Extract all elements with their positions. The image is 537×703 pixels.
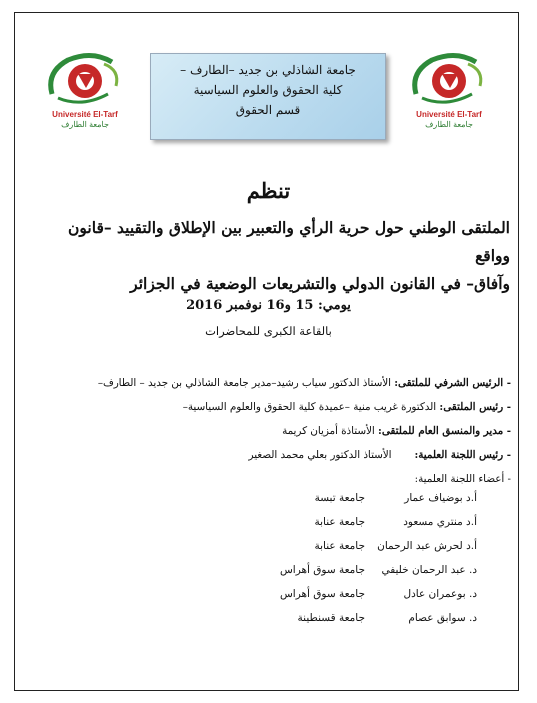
table-row (227, 558, 477, 582)
member-name: أ.د بوضياف عمار (404, 492, 477, 504)
list-item (51, 395, 511, 419)
university-logo-right (406, 48, 492, 140)
member-university: جامعة سوق أهراس (279, 564, 365, 576)
role-label: - رئيس اللجنة العلمية: (414, 449, 511, 461)
role-value: الأستاذ الدكتور سياب رشيد–مدير جامعة الشاذلي بن جديد – الطارف– (97, 377, 395, 389)
role-label: - الرئيس الشرفي للملتقى: (394, 377, 511, 389)
table-row (227, 486, 477, 510)
table-row (227, 582, 477, 606)
conference-date: يومي: 15 و16 نوفمبر 2016 (186, 298, 351, 313)
table-row (227, 606, 477, 630)
member-name: أ.د منتري مسعود (403, 516, 477, 528)
organizes-heading: تنظم (246, 178, 291, 203)
university-name: جامعة الشاذلي بن جديد –الطارف – (180, 63, 356, 77)
role-label: - مدير والمنسق العام للملتقى: (378, 425, 511, 437)
logo-caption-ar: جامعة الطارف (61, 120, 109, 129)
conference-venue: بالقاعة الكبرى للمحاضرات (205, 324, 332, 338)
faculty-name: كلية الحقوق والعلوم السياسية (193, 83, 343, 97)
university-logo-left (42, 48, 128, 140)
member-name: د. بوعمران عادل (403, 588, 477, 600)
logo-caption-fr: Université El-Tarf (416, 110, 482, 119)
logo-caption-fr: Université El-Tarf (52, 110, 118, 119)
department-name: قسم الحقوق (235, 103, 301, 117)
conference-title-line2: وآفاق– في القانون الدولي والتشريعات الوضعية في الجزائر (130, 274, 510, 293)
role-value: الأستاذة أمزيان كريمة (282, 425, 379, 437)
member-university: جامعة سوق أهراس (279, 588, 365, 600)
table-row (227, 510, 477, 534)
conference-title-line1: الملتقى الوطني حول حرية الرأي والتعبير بين الإطلاق والتقييد –قانون وواقع (68, 218, 510, 265)
member-name: د. سوابق عصام (408, 612, 477, 624)
committee-list (51, 371, 511, 491)
member-university: جامعة تبسة (314, 492, 365, 504)
member-university: جامعة قسنطينة (297, 612, 365, 624)
list-item (51, 419, 511, 443)
logo-caption-ar: جامعة الطارف (425, 120, 473, 129)
scientific-committee-members (227, 486, 477, 630)
role-label: - أعضاء اللجنة العلمية: (414, 473, 511, 485)
member-name: أ.د لحرش عبد الرحمان (377, 540, 477, 552)
member-university: جامعة عنابة (314, 516, 365, 528)
list-item (51, 371, 511, 395)
conference-title (38, 214, 510, 298)
list-item (51, 443, 511, 467)
logo-emblem-icon (406, 48, 492, 110)
role-value: الأستاذ الدكتور بعلي محمد الصغير (248, 449, 415, 461)
role-label: - رئيس الملتقى: (439, 401, 511, 413)
institution-header-box (150, 53, 386, 140)
role-value: الدكتورة غريب منية –عميدة كلية الحقوق والعلوم السياسية– (182, 401, 440, 413)
table-row (227, 534, 477, 558)
member-university: جامعة عنابة (314, 540, 365, 552)
member-name: د. عبد الرحمان خليفي (381, 564, 477, 576)
logo-emblem-icon (42, 48, 128, 110)
